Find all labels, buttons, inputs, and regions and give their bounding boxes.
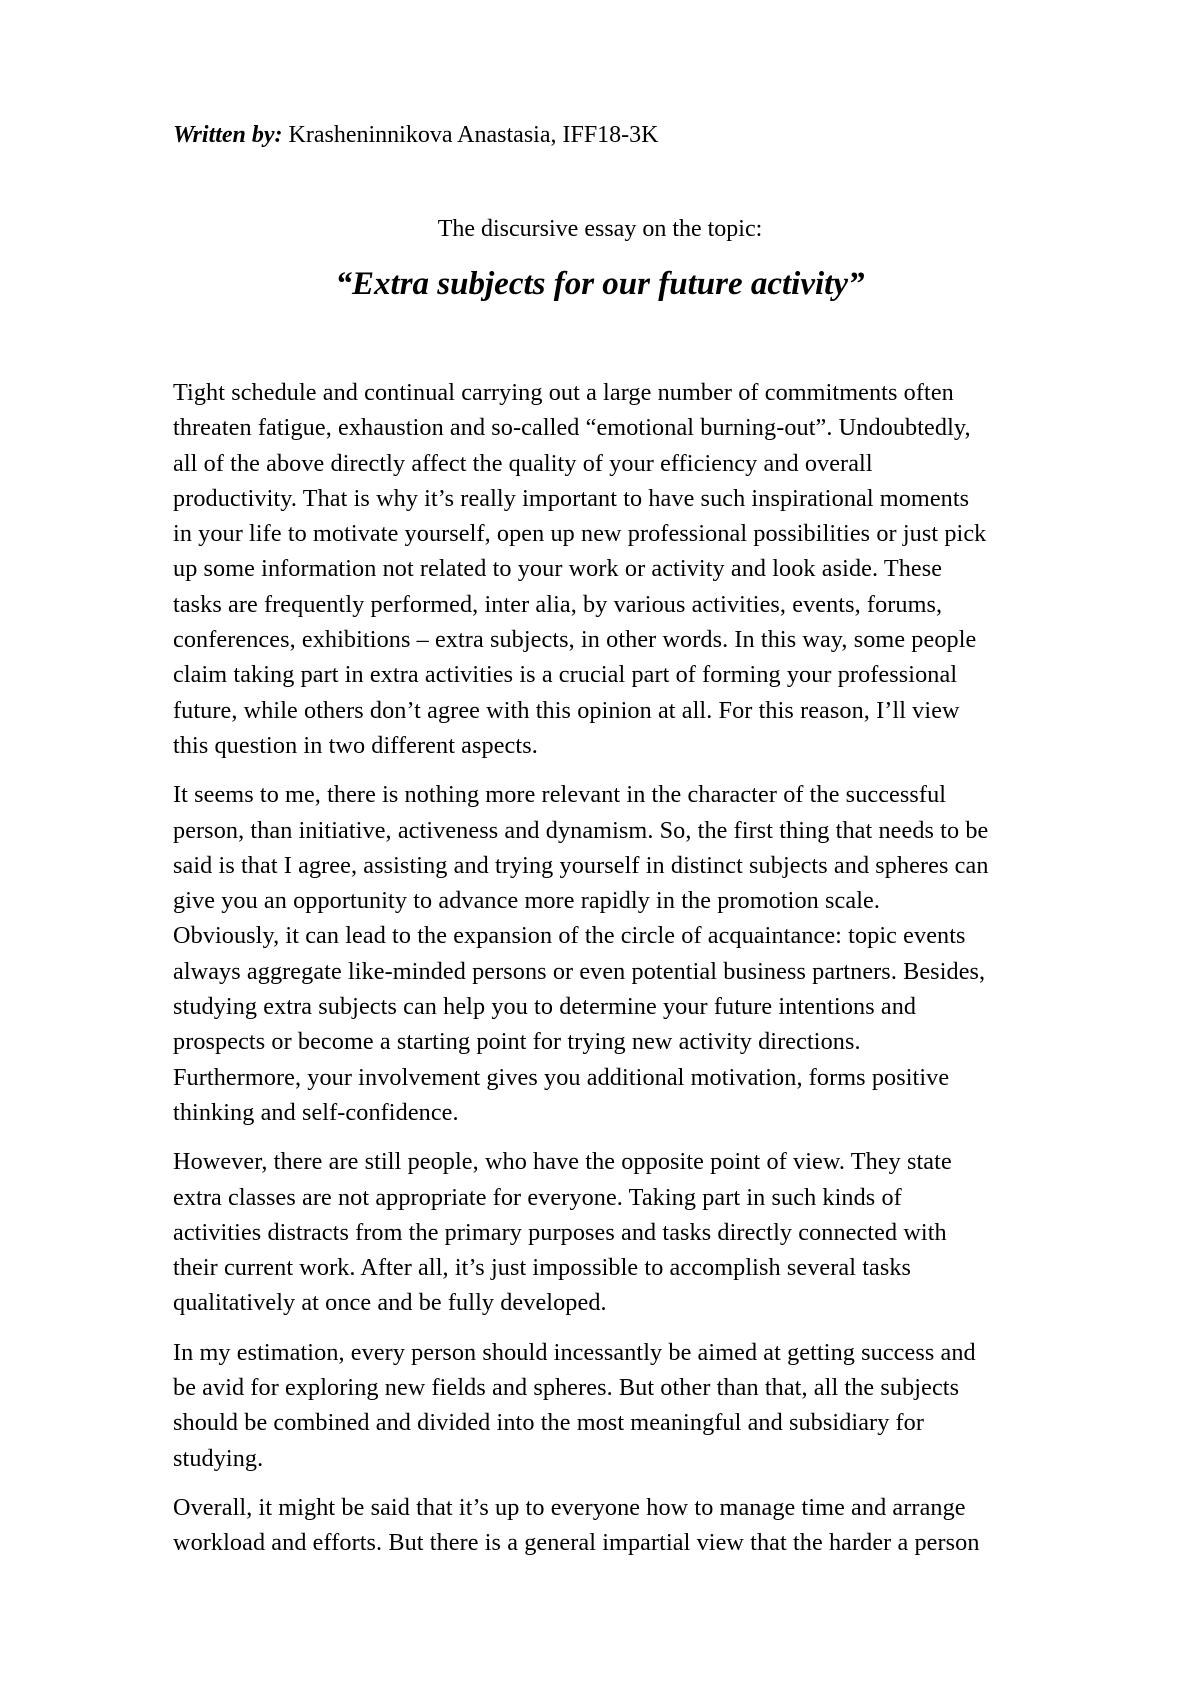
paragraph-line: conferences, exhibitions – extra subjects, in other words. In this way, some people [173,626,977,654]
paragraph-line: studying. [173,1444,264,1472]
paragraph-line: this question in two different aspects. [173,731,538,759]
author-value: Krasheninnikova Anastasia, IFF18-3K [282,122,659,148]
paragraph-line: be avid for exploring new fields and spheres. But other than that, all the subjects [173,1374,960,1402]
paragraph-line: thinking and self-confidence. [173,1098,459,1126]
paragraph-line: Overall, it might be said that it’s up to everyone how to manage time and arrange [173,1493,966,1521]
paragraph-line: their current work. After all, it’s just impossible to accomplish several tasks [173,1254,912,1282]
author-label: Written by: [173,122,283,148]
essay-paragraph [173,1144,1128,1320]
paragraph-line: future, while others don’t agree with this opinion at all. For this reason, I’ll view [173,696,960,724]
paragraph-line: It seems to me, there is nothing more relevant in the character of the successful [173,781,947,809]
paragraph-line: up some information not related to your work or activity and look aside. These [173,555,943,583]
paragraph-line: qualitatively at once and be fully developed. [173,1289,607,1317]
essay-body [173,375,1128,1575]
paragraph-line: claim taking part in extra activities is a crucial part of forming your professional [173,661,958,689]
paragraph-line: Obviously, it can lead to the expansion of the circle of acquaintance: topic events [173,922,966,950]
paragraph-line: activities distracts from the primary purposes and tasks directly connected with [173,1218,947,1246]
paragraph-line: Tight schedule and continual carrying out a large number of commitments often [173,379,954,406]
paragraph-line: However, there are still people, who have the opposite point of view. They state [173,1148,952,1176]
paragraph-line: Furthermore, your involvement gives you additional motivation, forms positive [173,1063,950,1091]
paragraph-line: tasks are frequently performed, inter alia, by various activities, events, forums, [173,590,943,618]
paragraph-line: said is that I agree, assisting and trying yourself in distinct subjects and spheres can [173,851,989,879]
essay-paragraph [173,1490,1128,1561]
essay-subtitle: The discursive essay on the topic: [437,216,763,242]
paragraph-line: give you an opportunity to advance more rapidly in the promotion scale. [173,887,881,915]
essay-paragraph [173,777,1128,1130]
paragraph-line: should be combined and divided into the most meaningful and subsidiary for [173,1409,925,1437]
author-line [173,120,659,150]
paragraph-line: threaten fatigue, exhaustion and so-called “emotional burning-out”. Undoubtedly, [173,414,971,442]
paragraph-line: productivity. That is why it’s really important to have such inspirational moments [173,484,970,512]
paragraph-line: always aggregate like-minded persons or even potential business partners. Besides, [173,957,986,985]
paragraph-line: person, than initiative, activeness and dynamism. So, the first thing that needs to be [173,816,989,844]
paragraph-line: studying extra subjects can help you to determine your future intentions and [173,993,917,1021]
paragraph-line: in your life to motivate yourself, open up new professional possibilities or just pick [173,520,987,548]
essay-title: “Extra subjects for our future activity” [335,266,865,302]
paragraph-line: all of the above directly affect the quality of your efficiency and overall [173,449,873,477]
paragraph-line: workload and efforts. But there is a general impartial view that the harder a person [173,1529,980,1557]
essay-paragraph [173,1335,1128,1476]
paragraph-line: extra classes are not appropriate for everyone. Taking part in such kinds of [173,1183,902,1211]
essay-paragraph [173,375,1128,763]
paragraph-line: prospects or become a starting point for trying new activity directions. [173,1028,861,1056]
paragraph-line: In my estimation, every person should incessantly be aimed at getting success and [173,1338,976,1366]
